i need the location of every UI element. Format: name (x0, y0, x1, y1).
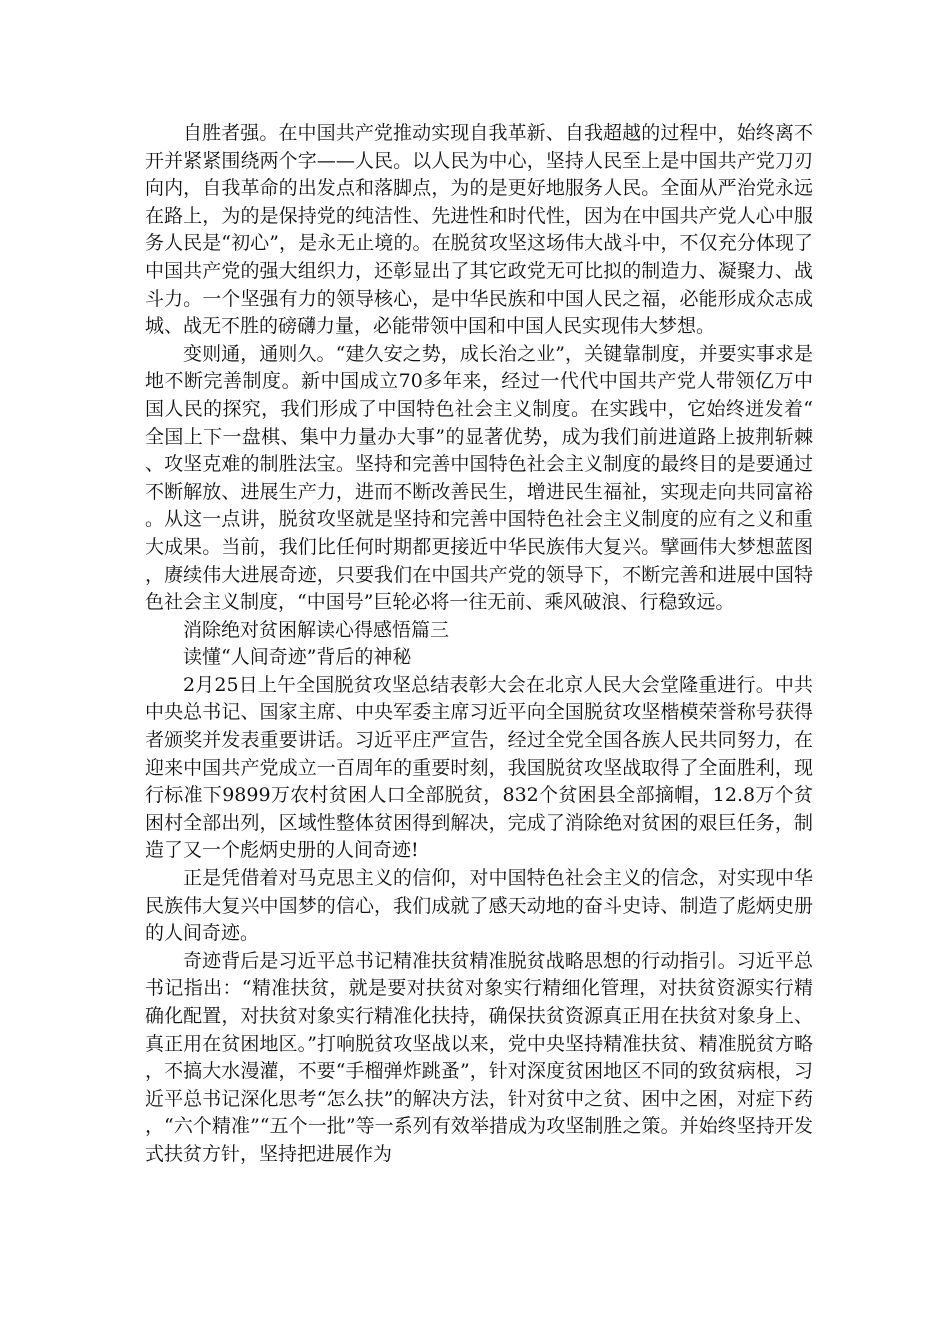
document-body (145, 120, 813, 1169)
paragraph-system-improvement: 变则通，通则久。“建久安之势，成长治之业”，关键靠制度，并要实事求是地不断完善制度。新中国成立70多年来，经过一代代中国共产党人带领亿万中国人民的探究，我们形成了中国特色社会主义制度。在实践中，它始终迸发着“全国上下一盘棋、集中力量办大事”的显著优势，成为我们前进道路上披荆斩棘、攻坚克难的制胜法宝。坚持和完善中国特色社会主义制度的最终目的是要通过不断解放、进展生产力，进而不断改善民生，增进民生福祉，实现走向共同富裕。从这一点讲，脱贫攻坚就是坚持和完善中国特色社会主义制度的应有之义和重大成果。当前，我们比任何时期都更接近中华民族伟大复兴。擘画伟大梦想蓝图，赓续伟大进展奇迹，只要我们在中国共产党的领导下，不断完善和进展中国特色社会主义制度，“中国号”巨轮必将一往无前、乘风破浪、行稳致远。 (145, 342, 813, 614)
paragraph-belief: 正是凭借着对马克思主义的信仰，对中国特色社会主义的信念，对实现中华民族伟大复兴中国梦的信心，我们成就了感天动地的奋斗史诗、制造了彪炳史册的人间奇迹。 (145, 867, 813, 945)
paragraph-conference: 2月25日上午全国脱贫攻坚总结表彰大会在北京人民大会堂隆重进行。中共中央总书记、国家主席、中央军委主席习近平向全国脱贫攻坚楷模荣誉称号获得者颁奖并发表重要讲话。习近平庄严宣告，经过全党全国各族人民共同努力，在迎来中国共产党成立一百周年的重要时刻，我国脱贫攻坚战取得了全面胜利，现行标准下9899万农村贫困人口全部脱贫，832个贫困县全部摘帽，12.8万个贫困村全部出列，区域性整体贫困得到解决，完成了消除绝对贫困的艰巨任务，制造了又一个彪炳史册的人间奇迹! (145, 673, 813, 862)
paragraph-targeted-poverty: 奇迹背后是习近平总书记精准扶贫精准脱贫战略思想的行动指引。习近平总书记指出：“精准扶贫，就是要对扶贫对象实行精细化管理，对扶贫资源实行精确化配置，对扶贫对象实行精准化扶持，确保扶贫资源真正用在扶贫对象身上、真正用在贫困地区。”打响脱贫攻坚战以来，党中央坚持精准扶贫、精准脱贫方略，不搞大水漫灌，不要“手榴弹炸跳蚤”，针对深度贫困地区不同的致贫病根，习近平总书记深化思考“怎么扶”的解决方法，针对贫中之贫、困中之困，对症下药，“六个精准”“五个一批”等一系列有效举措成为攻坚制胜之策。并始终坚持开发式扶贫方针，坚持把进展作为 (145, 949, 813, 1165)
paragraph-self-revolution: 自胜者强。在中国共产党推动实现自我革新、自我超越的过程中，始终离不开并紧紧围绕两个字——人民。以人民为中心，坚持人民至上是中国共产党刀刃向内，自我革命的出发点和落脚点，为的是更好地服务人民。全面从严治党永远在路上，为的是保持党的纯洁性、先进性和时代性，因为在中国共产党人心中服务人民是“初心”，是永无止境的。在脱贫攻坚这场伟大战斗中，不仅充分体现了中国共产党的强大组织力，还彰显出了其它政党无可比拟的制造力、凝聚力、战斗力。一个坚强有力的领导核心，是中华民族和中国人民之福，必能形成众志成城、战无不胜的磅礴力量，必能带领中国和中国人民实现伟大梦想。 (145, 122, 813, 338)
article-title: 读懂“人间奇迹”背后的神秘 (183, 646, 412, 669)
section-heading: 消除绝对贫困解读心得感悟篇三 (183, 618, 450, 641)
